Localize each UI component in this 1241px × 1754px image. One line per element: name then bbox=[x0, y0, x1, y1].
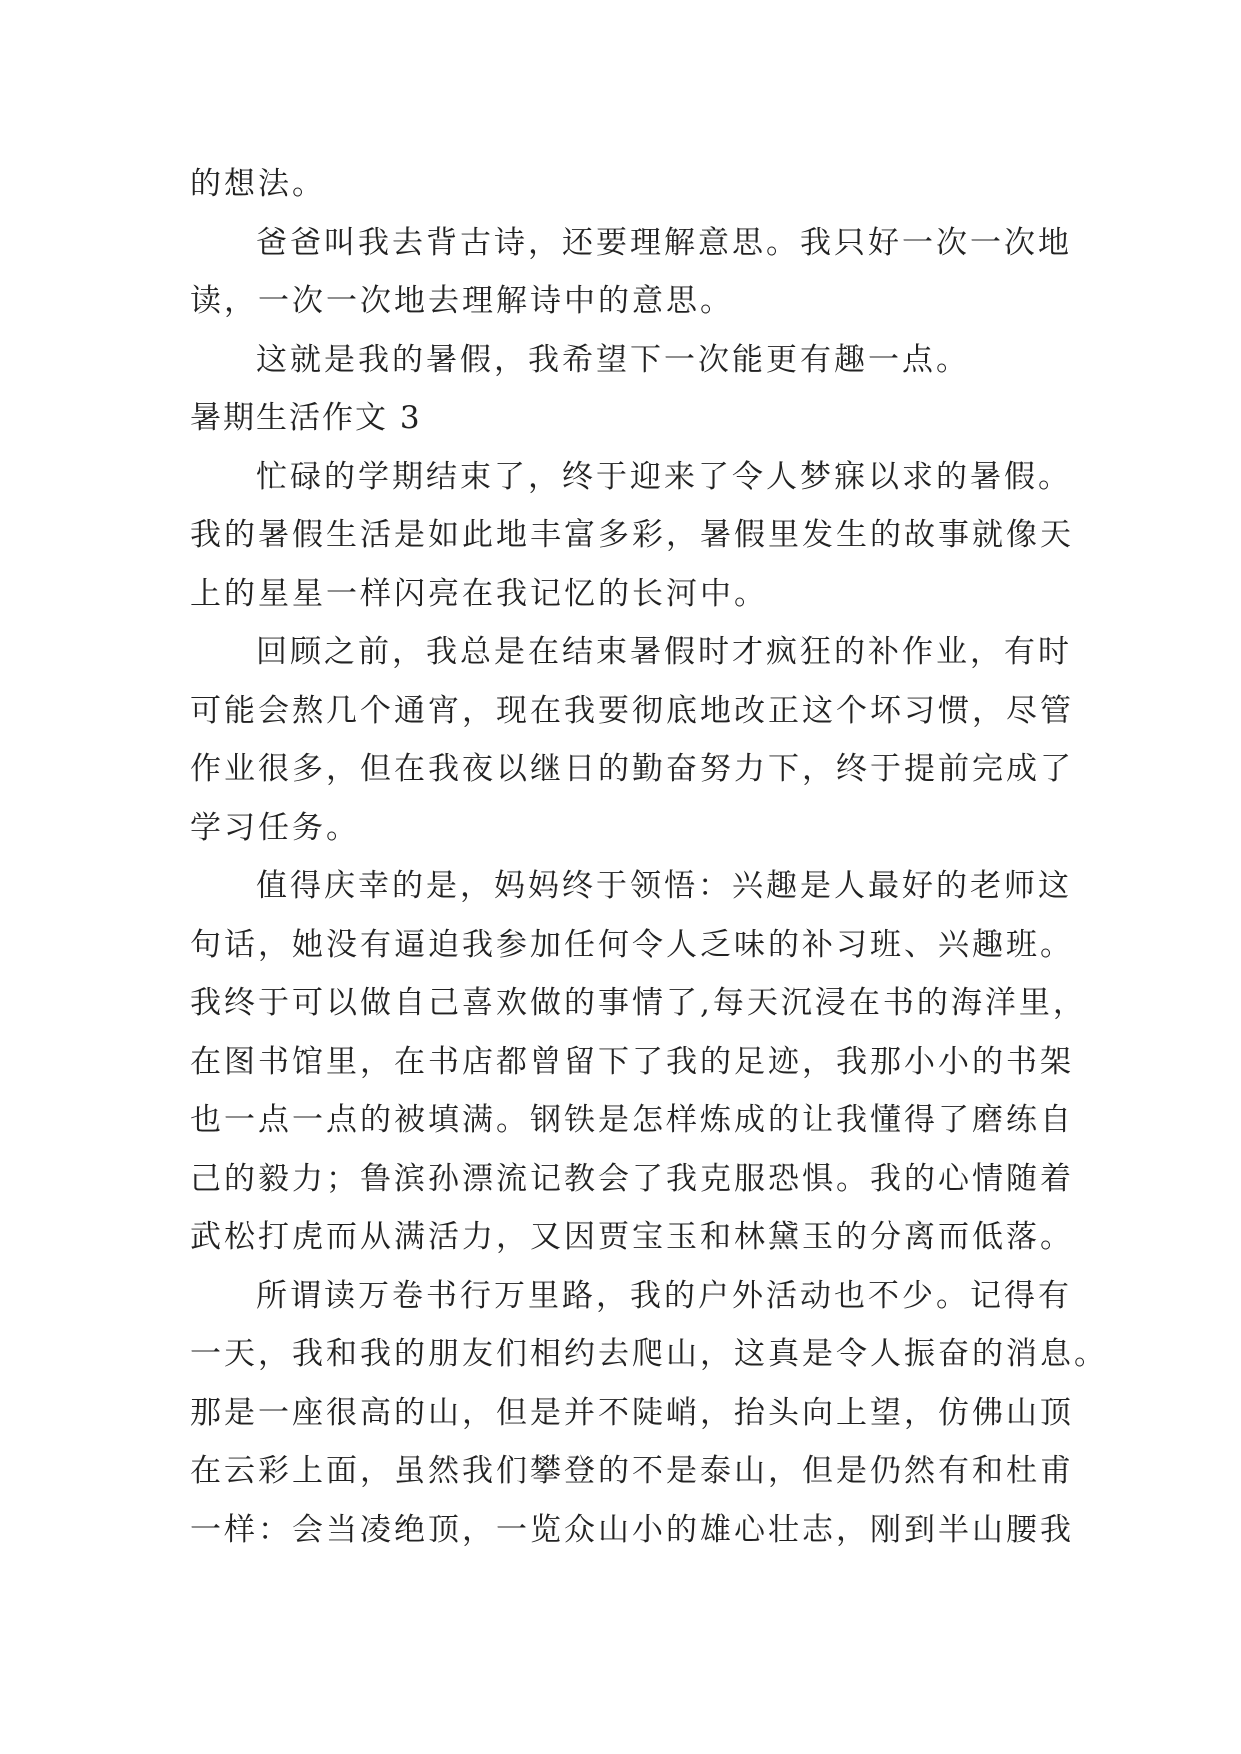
text-line: 回顾之前，我总是在结束暑假时才疯狂的补作业，有时 bbox=[256, 634, 1072, 670]
text-line: 作业很多，但在我夜以继日的勤奋努力下，终于提前完成了 bbox=[190, 751, 1074, 787]
section-heading bbox=[190, 389, 1050, 448]
text-line: 我终于可以做自己喜欢做的事情了,每天沉浸在书的海洋里， bbox=[190, 985, 1087, 1021]
text-line: 在图书馆里，在书店都曾留下了我的足迹，我那小小的书架 bbox=[190, 1043, 1074, 1080]
text-line: 也一点一点的被填满。钢铁是怎样炼成的让我懂得了磨练自 bbox=[190, 1102, 1074, 1138]
text-line: 上的星星一样闪亮在我记忆的长河中。 bbox=[190, 575, 768, 612]
text-line: 我的暑假生活是如此地丰富多彩，暑假里发生的故事就像天 bbox=[190, 517, 1074, 553]
text-line: 己的毅力；鲁滨孙漂流记教会了我克服恐惧。我的心情随着 bbox=[190, 1160, 1074, 1197]
text-line: 读，一次一次地去理解诗中的意思。 bbox=[190, 283, 734, 319]
text-line: 一天，我和我的朋友们相约去爬山，这真是令人振奋的消息。 bbox=[190, 1336, 1108, 1372]
paragraph bbox=[190, 448, 1074, 624]
paragraph bbox=[190, 155, 1050, 214]
paragraph bbox=[190, 1267, 1108, 1560]
text-line: 句话，她没有逼迫我参加任何令人乏味的补习班、兴趣班。 bbox=[190, 926, 1074, 963]
text-line: 武松打虎而从满活力，又因贾宝玉和林黛玉的分离而低落。 bbox=[190, 1219, 1074, 1255]
paragraph bbox=[190, 623, 1074, 857]
heading-text: 暑期生活作文 3 bbox=[190, 400, 422, 436]
text-line: 那是一座很高的山，但是并不陡峭，抬头向上望，仿佛山顶 bbox=[190, 1394, 1074, 1431]
text-line: 学习任务。 bbox=[190, 809, 360, 846]
text-line: 在云彩上面，虽然我们攀登的不是泰山，但是仍然有和杜甫 bbox=[190, 1453, 1074, 1489]
text-line: 忙碌的学期结束了，终于迎来了令人梦寐以求的暑假。 bbox=[256, 458, 1072, 495]
text-line: 的想法。 bbox=[190, 166, 326, 202]
text-line: 这就是我的暑假，我希望下一次能更有趣一点。 bbox=[256, 341, 970, 378]
paragraph bbox=[190, 331, 1050, 390]
text-line: 一样：会当凌绝顶，一览众山小的雄心壮志，刚到半山腰我 bbox=[190, 1511, 1074, 1548]
text-line: 值得庆幸的是，妈妈终于领悟：兴趣是人最好的老师这 bbox=[256, 868, 1072, 904]
text-line: 可能会熬几个通宵，现在我要彻底地改正这个坏习惯，尽管 bbox=[190, 692, 1074, 729]
text-line: 所谓读万卷书行万里路，我的户外活动也不少。记得有 bbox=[256, 1277, 1072, 1314]
document-body bbox=[190, 155, 1108, 1559]
paragraph bbox=[190, 214, 1072, 331]
text-line: 爸爸叫我去背古诗，还要理解意思。我只好一次一次地 bbox=[256, 224, 1072, 261]
paragraph bbox=[190, 857, 1087, 1267]
